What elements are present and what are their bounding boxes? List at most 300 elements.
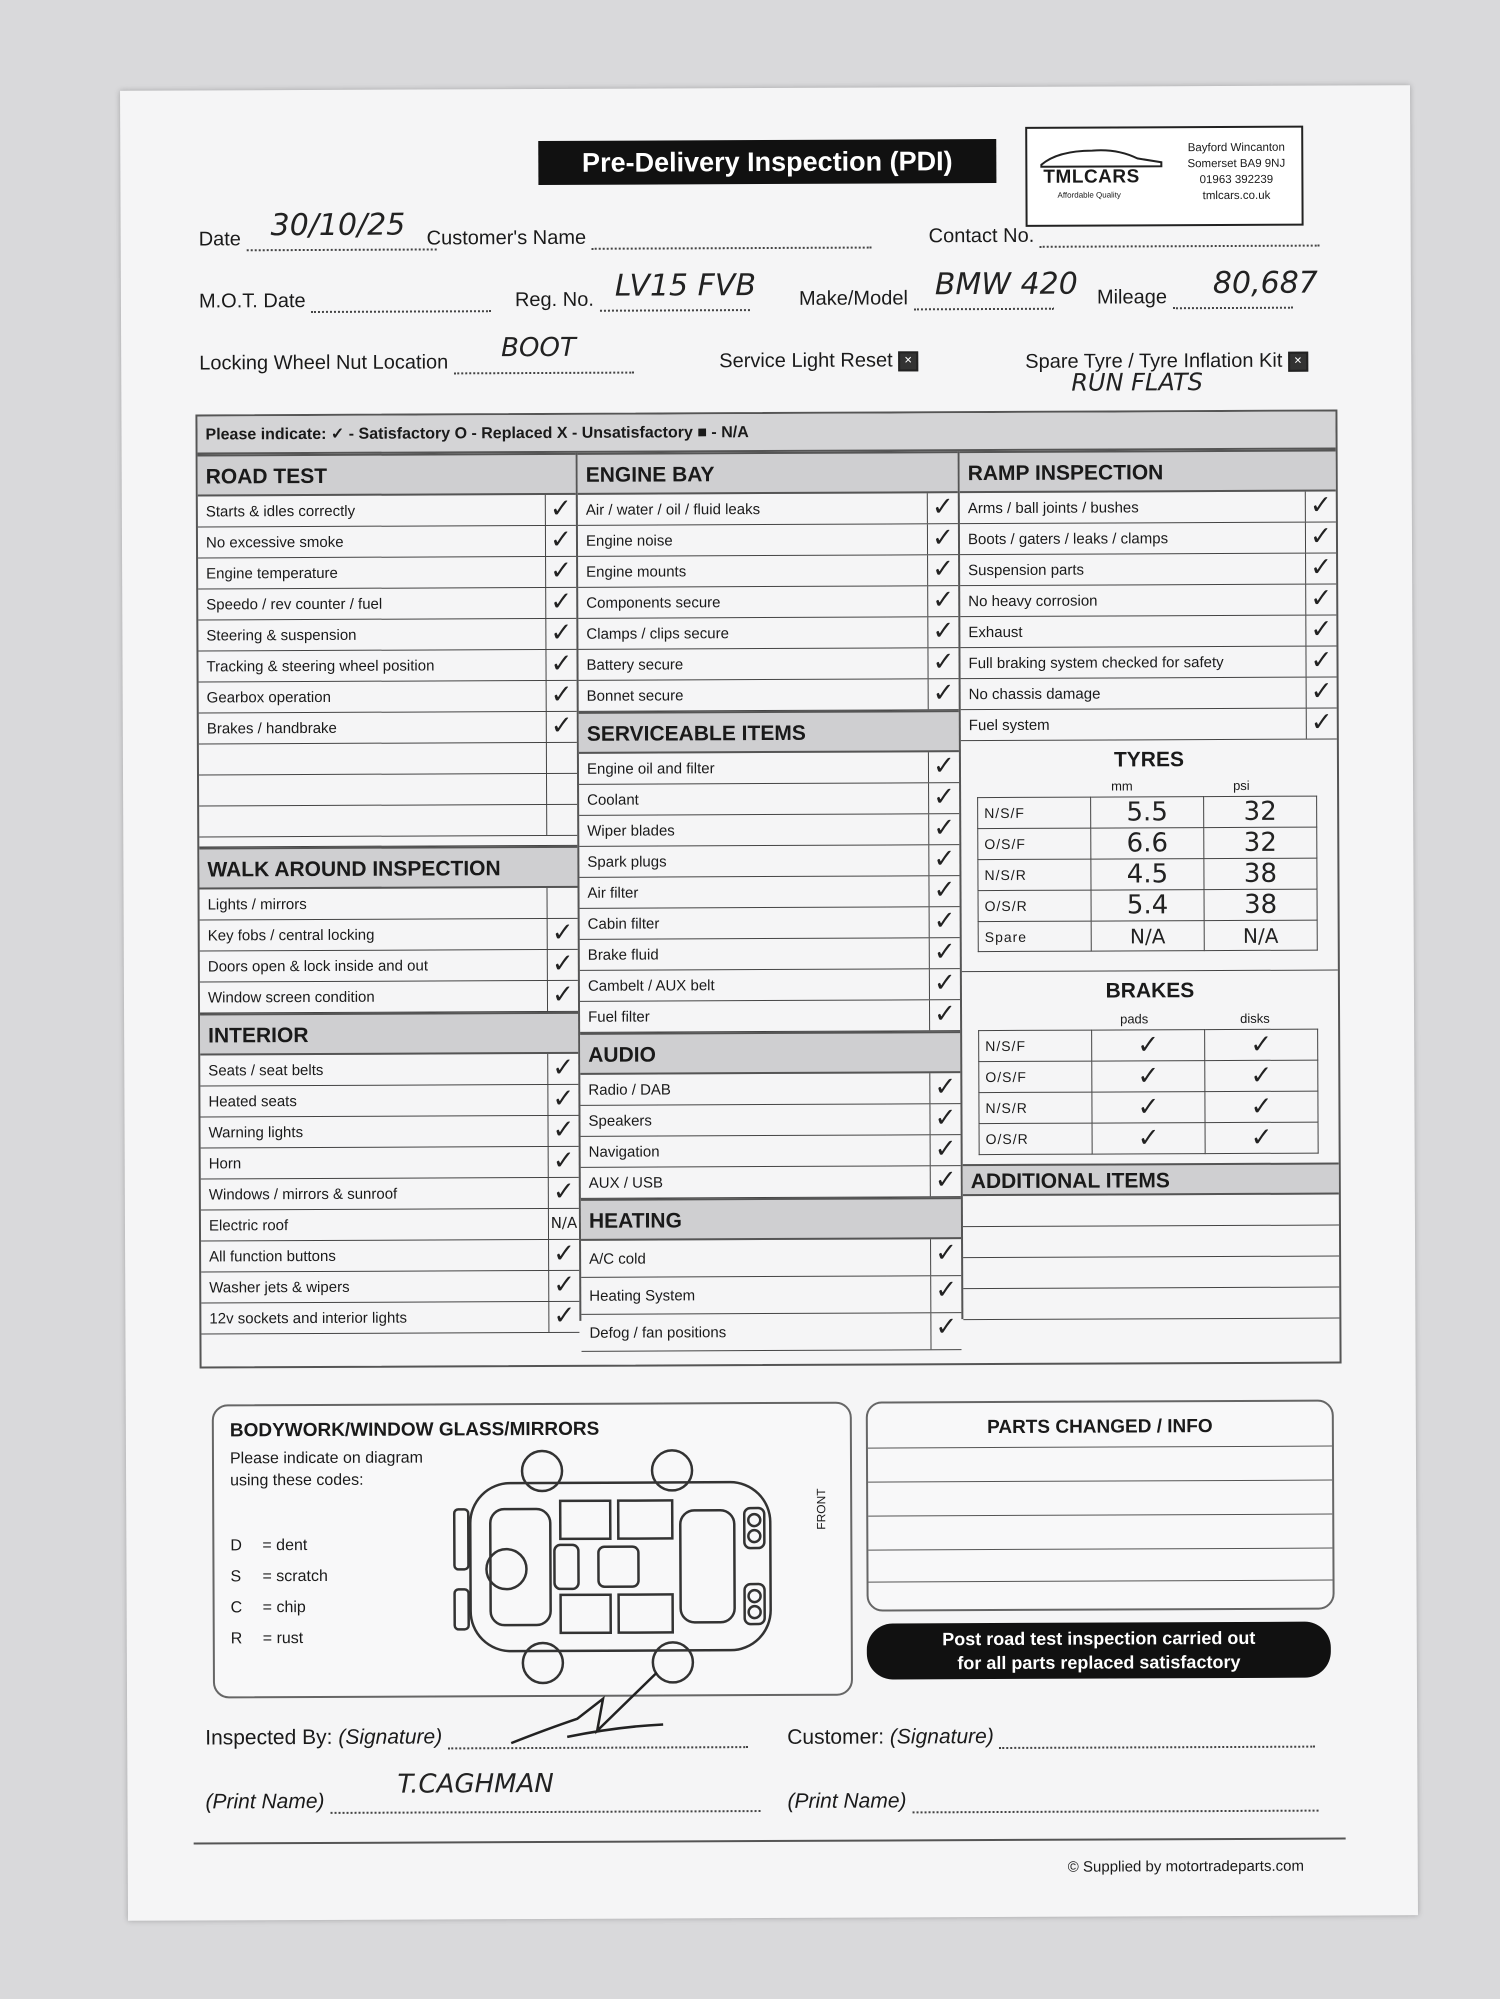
column-left: [198, 453, 580, 1335]
brake-pads-mark[interactable]: ✓: [1092, 1092, 1205, 1123]
tyre-tread-mm[interactable]: 6.6: [1091, 828, 1204, 859]
brake-disks-mark[interactable]: ✓: [1205, 1091, 1318, 1122]
checklist-row[interactable]: [200, 1116, 578, 1149]
service-light-checkbox[interactable]: ✕: [898, 351, 918, 371]
row-mark[interactable]: ✓: [547, 1085, 578, 1115]
checklist-row[interactable]: [199, 712, 577, 745]
row-label: Doors open & lock inside and out: [207, 957, 429, 976]
form-title: Pre-Delivery Inspection (PDI): [538, 139, 996, 185]
checklist-row[interactable]: [201, 1209, 579, 1242]
brake-disks-mark[interactable]: ✓: [1205, 1060, 1318, 1091]
post-road-test-banner: [867, 1622, 1331, 1680]
row-label: Brakes / handbrake: [206, 719, 337, 738]
serviceable-items-heading: SERVICEABLE ITEMS: [579, 710, 959, 754]
checklist-row[interactable]: [580, 907, 960, 940]
row-mark[interactable]: ✓: [547, 1054, 578, 1084]
row-mark[interactable]: ✓: [545, 650, 576, 680]
inspector-signature-icon: [507, 1668, 667, 1749]
tyre-position: N/S/R: [978, 859, 1091, 890]
parts-changed-panel: [866, 1400, 1335, 1612]
row-mark[interactable]: ✓: [547, 981, 578, 1011]
customer-name-value: [592, 229, 872, 250]
row-label: Speedo / rev counter / fuel: [206, 595, 383, 614]
row-mark[interactable]: ✓: [929, 938, 960, 968]
checklist-row[interactable]: [198, 588, 576, 621]
mot-date-label: M.O.T. Date: [198, 290, 306, 313]
additional-item-line[interactable]: [963, 1288, 1339, 1321]
column-middle: [578, 451, 962, 1352]
ramp-inspection-heading: RAMP INSPECTION: [960, 450, 1336, 494]
brake-pads-mark[interactable]: ✓: [1092, 1123, 1205, 1154]
tyres-mm-header: mm: [1111, 778, 1133, 794]
tyres-panel: [961, 740, 1338, 972]
service-light-field[interactable]: [719, 349, 918, 373]
code-meaning: = chip: [262, 1599, 306, 1617]
checklist-row[interactable]: [201, 1147, 579, 1180]
mileage-label: Mileage: [1096, 286, 1168, 309]
legend-bar: Please indicate: ✓ - Satisfactory O - Replaced X - Unsatisfactory ■ - N/A: [197, 412, 1335, 455]
checklist-row[interactable]: [200, 1085, 578, 1118]
row-mark[interactable]: ✓: [928, 679, 959, 709]
reg-number-value: LV15 FVB: [614, 268, 757, 304]
checklist-row[interactable]: [198, 495, 576, 528]
checklist-row[interactable]: [581, 1135, 961, 1168]
row-label: Clamps / clips secure: [586, 625, 729, 643]
parts-line[interactable]: [868, 1548, 1332, 1551]
checklist-row[interactable]: [199, 681, 577, 714]
brake-pads-mark[interactable]: ✓: [1092, 1061, 1205, 1092]
row-mark[interactable]: ✓: [546, 681, 577, 711]
checklist-row[interactable]: [580, 1000, 960, 1033]
checklist-row[interactable]: [960, 523, 1336, 556]
parts-line[interactable]: [868, 1446, 1332, 1449]
date-value: 30/10/25: [270, 207, 406, 244]
row-label: Exhaust: [968, 623, 1023, 642]
form-bottom-border: [194, 1837, 1346, 1844]
row-label: Starts & idles correctly: [205, 502, 356, 521]
row-label: Gearbox operation: [206, 688, 331, 707]
damage-code: [230, 1530, 327, 1561]
table-row: [979, 1060, 1318, 1092]
customer-signature-label: Customer:: [787, 1725, 885, 1749]
additional-item-line[interactable]: [963, 1257, 1339, 1290]
code-meaning: = rust: [262, 1630, 304, 1648]
checklist-row[interactable]: [580, 1104, 960, 1137]
row-mark[interactable]: ✓: [545, 619, 576, 649]
table-row: [978, 920, 1317, 951]
code-letter: D: [230, 1537, 242, 1555]
row-mark[interactable]: ✓: [929, 1000, 960, 1030]
row-label: No chassis damage: [968, 685, 1101, 704]
row-label: AUX / USB: [588, 1174, 664, 1192]
checklist-row[interactable]: [198, 619, 576, 652]
parts-line[interactable]: [868, 1514, 1332, 1517]
customer-print-name-field[interactable]: [787, 1788, 1318, 1814]
row-mark[interactable]: ✓: [548, 1240, 579, 1270]
customer-name-label: Customer's Name: [426, 226, 587, 250]
row-mark[interactable]: ✓: [547, 1116, 578, 1146]
row-mark[interactable]: ✓: [927, 586, 958, 616]
dealer-address: [1177, 140, 1295, 205]
row-label: Heating System: [589, 1287, 696, 1305]
banner-line: Post road test inspection carried out: [942, 1627, 1256, 1650]
checklist-row[interactable]: [581, 1239, 961, 1278]
brakes-pads-header: pads: [1120, 1011, 1149, 1027]
brakes-heading: BRAKES: [1105, 979, 1195, 1003]
checklist-row[interactable]: [581, 1276, 961, 1315]
row-mark[interactable]: ✓: [547, 919, 578, 949]
row-label: Windows / mirrors & sunroof: [208, 1185, 398, 1204]
spare-tyre-value: RUN FLATS: [1071, 368, 1203, 397]
contact-number-value: [1040, 227, 1320, 248]
bodywork-instruction: Please indicate on diagram: [229, 1449, 424, 1468]
blank-row[interactable]: [199, 836, 577, 848]
checklist-row[interactable]: [961, 709, 1337, 742]
row-mark[interactable]: ✓: [546, 712, 577, 742]
row-label: Boots / gaters / leaks / clamps: [967, 530, 1169, 549]
row-mark[interactable]: ✓: [928, 783, 959, 813]
checklist-row[interactable]: [578, 648, 958, 681]
checklist-row[interactable]: [579, 679, 959, 712]
checklist-row[interactable]: [198, 557, 576, 590]
blank-row[interactable]: [199, 805, 577, 838]
table-row: [978, 796, 1317, 828]
row-mark[interactable]: N/A: [548, 1209, 579, 1239]
tyre-position: O/S/R: [978, 890, 1091, 921]
row-label: Engine oil and filter: [586, 760, 715, 778]
row-mark[interactable]: ✓: [929, 907, 960, 937]
make-model-value: BMW 420: [934, 266, 1078, 303]
checklist-row[interactable]: [578, 617, 958, 650]
print-name-label: (Print Name): [205, 1789, 325, 1814]
tyre-tread-mm[interactable]: 4.5: [1091, 859, 1204, 890]
row-label: Spark plugs: [587, 853, 667, 871]
car-diagram-icon[interactable]: [450, 1448, 831, 1686]
make-model-label: Make/Model: [798, 287, 908, 310]
row-mark[interactable]: ✓: [927, 493, 958, 523]
damage-code: [231, 1592, 328, 1623]
parts-line[interactable]: [868, 1480, 1332, 1483]
inspector-print-name: T.CAGHMAN: [397, 1768, 554, 1800]
row-mark[interactable]: ✓: [1305, 554, 1336, 584]
checklist-row[interactable]: [201, 1271, 579, 1304]
row-mark[interactable]: ✓: [928, 814, 959, 844]
checklist-row[interactable]: [579, 752, 959, 785]
row-mark[interactable]: ✓: [930, 1135, 961, 1165]
damage-code: [230, 1561, 327, 1592]
checklist-row[interactable]: [579, 845, 959, 878]
row-label: Suspension parts: [968, 561, 1085, 580]
checklist-row[interactable]: [200, 950, 578, 983]
checklist-row[interactable]: [579, 876, 959, 909]
row-mark[interactable]: [546, 805, 577, 835]
row-mark[interactable]: ✓: [927, 555, 958, 585]
tyre-pressure-psi[interactable]: 38: [1204, 858, 1317, 889]
customer-signature-field[interactable]: [787, 1724, 1316, 1750]
checklist-row[interactable]: [578, 524, 958, 557]
row-mark[interactable]: ✓: [929, 1073, 960, 1103]
brake-position: N/S/F: [979, 1030, 1092, 1061]
dealer-tagline: Affordable Quality: [1057, 190, 1121, 200]
row-mark[interactable]: ✓: [928, 876, 959, 906]
row-label: Horn: [208, 1155, 242, 1173]
row-label: Arms / ball joints / bushes: [967, 499, 1139, 518]
tyre-position: O/S/F: [978, 828, 1091, 859]
row-label: Speakers: [588, 1112, 652, 1130]
checklist-row[interactable]: [960, 492, 1336, 525]
banner-line: for all parts replaced satisfactory: [957, 1651, 1241, 1674]
row-mark[interactable]: ✓: [928, 845, 959, 875]
row-mark[interactable]: ✓: [548, 1271, 579, 1301]
checklist-row[interactable]: [578, 586, 958, 619]
row-label: Components secure: [586, 594, 721, 612]
brake-disks-mark[interactable]: ✓: [1205, 1029, 1318, 1060]
road-test-heading: ROAD TEST: [198, 453, 576, 497]
tyres-table: [977, 796, 1318, 952]
row-label: No excessive smoke: [205, 533, 344, 552]
spare-tyre-label: Spare Tyre / Tyre Inflation Kit: [1025, 349, 1283, 373]
checklist-row[interactable]: [960, 585, 1336, 618]
row-label: Defog / fan positions: [589, 1324, 727, 1342]
mileage-value: 80,687: [1212, 265, 1318, 302]
row-mark[interactable]: ✓: [927, 524, 958, 554]
row-mark[interactable]: ✓: [1305, 647, 1336, 677]
row-mark[interactable]: ✓: [927, 617, 958, 647]
checklist-row[interactable]: [961, 678, 1337, 711]
row-mark[interactable]: ✓: [930, 1276, 961, 1312]
row-label: Steering & suspension: [206, 626, 357, 645]
additional-items-heading: ADDITIONAL ITEMS: [963, 1163, 1339, 1197]
checklist-row[interactable]: [198, 526, 576, 559]
audio-heading: AUDIO: [580, 1031, 960, 1075]
row-label: Fuel system: [968, 716, 1050, 735]
row-label: Cabin filter: [587, 915, 660, 933]
code-letter: R: [230, 1630, 243, 1648]
row-mark[interactable]: ✓: [930, 1239, 961, 1275]
row-mark[interactable]: ✓: [927, 648, 958, 678]
checklist-row[interactable]: [201, 1178, 579, 1211]
damage-code: [231, 1623, 328, 1654]
brake-position: O/S/R: [979, 1123, 1092, 1154]
parts-changed-heading: PARTS CHANGED / INFO: [987, 1416, 1213, 1439]
inspected-by-label: Inspected By:: [205, 1725, 333, 1750]
parts-line[interactable]: [869, 1580, 1333, 1583]
bodywork-instruction: using these codes:: [230, 1471, 364, 1490]
checklist-row[interactable]: [580, 938, 960, 971]
row-label: Air filter: [587, 884, 639, 902]
front-label: FRONT: [814, 1488, 829, 1530]
damage-codes-list: [230, 1530, 328, 1654]
row-mark[interactable]: ✓: [930, 1166, 961, 1196]
checklist-row[interactable]: [579, 814, 959, 847]
tyre-position: Spare: [978, 921, 1091, 951]
checklist-row[interactable]: [960, 647, 1336, 680]
row-mark[interactable]: ✓: [548, 1178, 579, 1208]
row-label: Radio / DAB: [588, 1081, 671, 1099]
checklist-row[interactable]: [581, 1166, 961, 1199]
row-mark[interactable]: [546, 743, 577, 773]
brake-pads-mark[interactable]: ✓: [1092, 1030, 1205, 1061]
customer-name-field[interactable]: [427, 226, 872, 251]
checklist-row[interactable]: [200, 1054, 578, 1087]
bodywork-heading: BODYWORK/WINDOW GLASS/MIRRORS: [229, 1418, 600, 1442]
address-line: Somerset BA9 9NJ: [1187, 157, 1286, 171]
print-name-label: (Print Name): [787, 1789, 907, 1813]
row-label: Navigation: [588, 1143, 660, 1161]
table-row: [978, 858, 1317, 890]
print-name-dots: [912, 1792, 1318, 1814]
date-label: Date: [198, 228, 241, 251]
row-mark[interactable]: [546, 888, 577, 918]
footer-credit: © Supplied by motortradeparts.com: [1067, 1857, 1304, 1876]
brake-disks-mark[interactable]: ✓: [1205, 1122, 1318, 1153]
tyres-heading: TYRES: [1113, 748, 1184, 772]
row-label: All function buttons: [209, 1247, 336, 1266]
code-meaning: = scratch: [262, 1567, 328, 1586]
service-light-label: Service Light Reset: [719, 349, 893, 373]
checklist-row[interactable]: [960, 554, 1336, 587]
code-letter: C: [230, 1599, 243, 1617]
row-label: Full braking system checked for safety: [968, 654, 1224, 673]
row-label: Heated seats: [208, 1093, 297, 1111]
row-label: Cambelt / AUX belt: [587, 977, 715, 995]
row-mark[interactable]: ✓: [1306, 709, 1337, 739]
row-mark[interactable]: ✓: [1306, 678, 1337, 708]
wheel-nut-label: Locking Wheel Nut Location: [199, 351, 449, 375]
code-letter: S: [230, 1568, 242, 1586]
row-label: Brake fluid: [587, 946, 659, 964]
row-label: Engine mounts: [586, 563, 687, 581]
row-mark[interactable]: ✓: [545, 495, 576, 525]
row-label: Electric roof: [208, 1217, 289, 1235]
checklist-row[interactable]: [198, 650, 576, 683]
row-label: Battery secure: [586, 656, 684, 674]
row-mark[interactable]: ✓: [547, 950, 578, 980]
row-label: A/C cold: [589, 1250, 646, 1268]
row-mark[interactable]: ✓: [1305, 523, 1336, 553]
tyre-pressure-psi[interactable]: 38: [1204, 889, 1317, 920]
heating-heading: HEATING: [581, 1197, 961, 1241]
row-label: Seats / seat belts: [208, 1061, 324, 1080]
row-label: Key fobs / central locking: [207, 926, 375, 945]
table-row: [978, 827, 1317, 859]
row-mark[interactable]: ✓: [1305, 585, 1336, 615]
address-line: Bayford Wincanton: [1187, 141, 1285, 155]
row-mark[interactable]: ✓: [548, 1302, 579, 1332]
tyre-tread-mm[interactable]: N/A: [1091, 921, 1204, 951]
brakes-disks-header: disks: [1240, 1010, 1270, 1026]
row-mark[interactable]: ✓: [928, 752, 959, 782]
table-row: [979, 1091, 1318, 1123]
checklist-row[interactable]: [579, 783, 959, 816]
checklist-row[interactable]: [580, 1073, 960, 1106]
checklist-row[interactable]: [199, 888, 577, 921]
tyre-pressure-psi[interactable]: N/A: [1204, 920, 1317, 950]
dealer-logo-box: [1025, 126, 1303, 227]
brake-position: O/S/F: [979, 1061, 1092, 1092]
additional-item-line[interactable]: [963, 1195, 1339, 1228]
interior-heading: INTERIOR: [200, 1012, 578, 1056]
blank-row[interactable]: [199, 743, 577, 776]
walk-around-heading: WALK AROUND INSPECTION: [199, 846, 577, 890]
tyre-position: N/S/F: [978, 797, 1091, 828]
signature-word: (Signature): [889, 1725, 994, 1749]
row-label: Wiper blades: [587, 822, 675, 840]
pdi-form-sheet: [120, 85, 1418, 1921]
row-label: Window screen condition: [207, 988, 375, 1007]
code-meaning: = dent: [262, 1537, 308, 1555]
tyre-tread-mm[interactable]: 5.4: [1091, 890, 1204, 921]
row-mark[interactable]: ✓: [1305, 616, 1336, 646]
row-label: Air / water / oil / fluid leaks: [585, 501, 761, 519]
row-mark[interactable]: ✓: [545, 526, 576, 556]
checklist-grid: [195, 410, 1341, 1674]
website-line: tmlcars.co.uk: [1202, 189, 1271, 203]
row-mark[interactable]: ✓: [1305, 492, 1336, 522]
additional-item-line[interactable]: [963, 1226, 1339, 1259]
reg-number-label: Reg. No.: [514, 288, 594, 312]
additional-item-line[interactable]: [963, 1319, 1339, 1352]
spare-tyre-checkbox[interactable]: ✕: [1288, 351, 1308, 371]
row-mark[interactable]: [546, 774, 577, 804]
blank-row[interactable]: [199, 774, 577, 807]
row-mark[interactable]: ✓: [930, 1313, 961, 1349]
table-row: [979, 1029, 1318, 1061]
row-label: Tracking & steering wheel position: [206, 657, 435, 676]
column-right: [960, 450, 1340, 1352]
row-label: No heavy corrosion: [968, 592, 1098, 611]
tyre-pressure-psi[interactable]: 32: [1204, 827, 1317, 858]
row-mark[interactable]: ✓: [929, 969, 960, 999]
checklist-row[interactable]: [200, 981, 578, 1014]
row-mark[interactable]: ✓: [545, 557, 576, 587]
row-label: Fuel filter: [588, 1008, 650, 1026]
mot-date-field[interactable]: [199, 289, 491, 313]
checklist-row[interactable]: [960, 616, 1336, 649]
row-mark[interactable]: ✓: [548, 1147, 579, 1177]
row-label: Lights / mirrors: [207, 896, 307, 914]
checklist-row[interactable]: [580, 969, 960, 1002]
checklist-row[interactable]: [200, 919, 578, 952]
checklist-row[interactable]: [578, 555, 958, 588]
checklist-row[interactable]: [201, 1302, 579, 1335]
mot-date-value: [311, 292, 491, 313]
row-mark[interactable]: ✓: [929, 1104, 960, 1134]
dealer-name: TMLCARS: [1043, 166, 1140, 188]
row-label: Engine temperature: [206, 564, 338, 583]
contact-number-label: Contact No.: [928, 224, 1035, 248]
table-row: [978, 889, 1317, 921]
brakes-panel: [962, 970, 1339, 1165]
checklist-row[interactable]: [201, 1240, 579, 1273]
tyre-pressure-psi[interactable]: 32: [1204, 796, 1317, 827]
tyres-psi-header: psi: [1233, 777, 1250, 793]
brakes-table: [978, 1029, 1319, 1155]
row-label: Engine noise: [585, 532, 673, 550]
phone-line: 01963 392239: [1199, 173, 1274, 187]
tyre-tread-mm[interactable]: 5.5: [1091, 797, 1204, 828]
row-mark[interactable]: ✓: [545, 588, 576, 618]
signature-dots: [1000, 1728, 1316, 1749]
checklist-row[interactable]: [581, 1313, 961, 1352]
checklist-row[interactable]: [578, 493, 958, 526]
row-label: Coolant: [587, 791, 639, 809]
row-label: Warning lights: [208, 1124, 304, 1142]
wheel-nut-value: BOOT: [501, 332, 576, 364]
table-row: [979, 1122, 1318, 1154]
row-label: Washer jets & wipers: [209, 1278, 350, 1297]
contact-number-field[interactable]: [929, 224, 1320, 249]
